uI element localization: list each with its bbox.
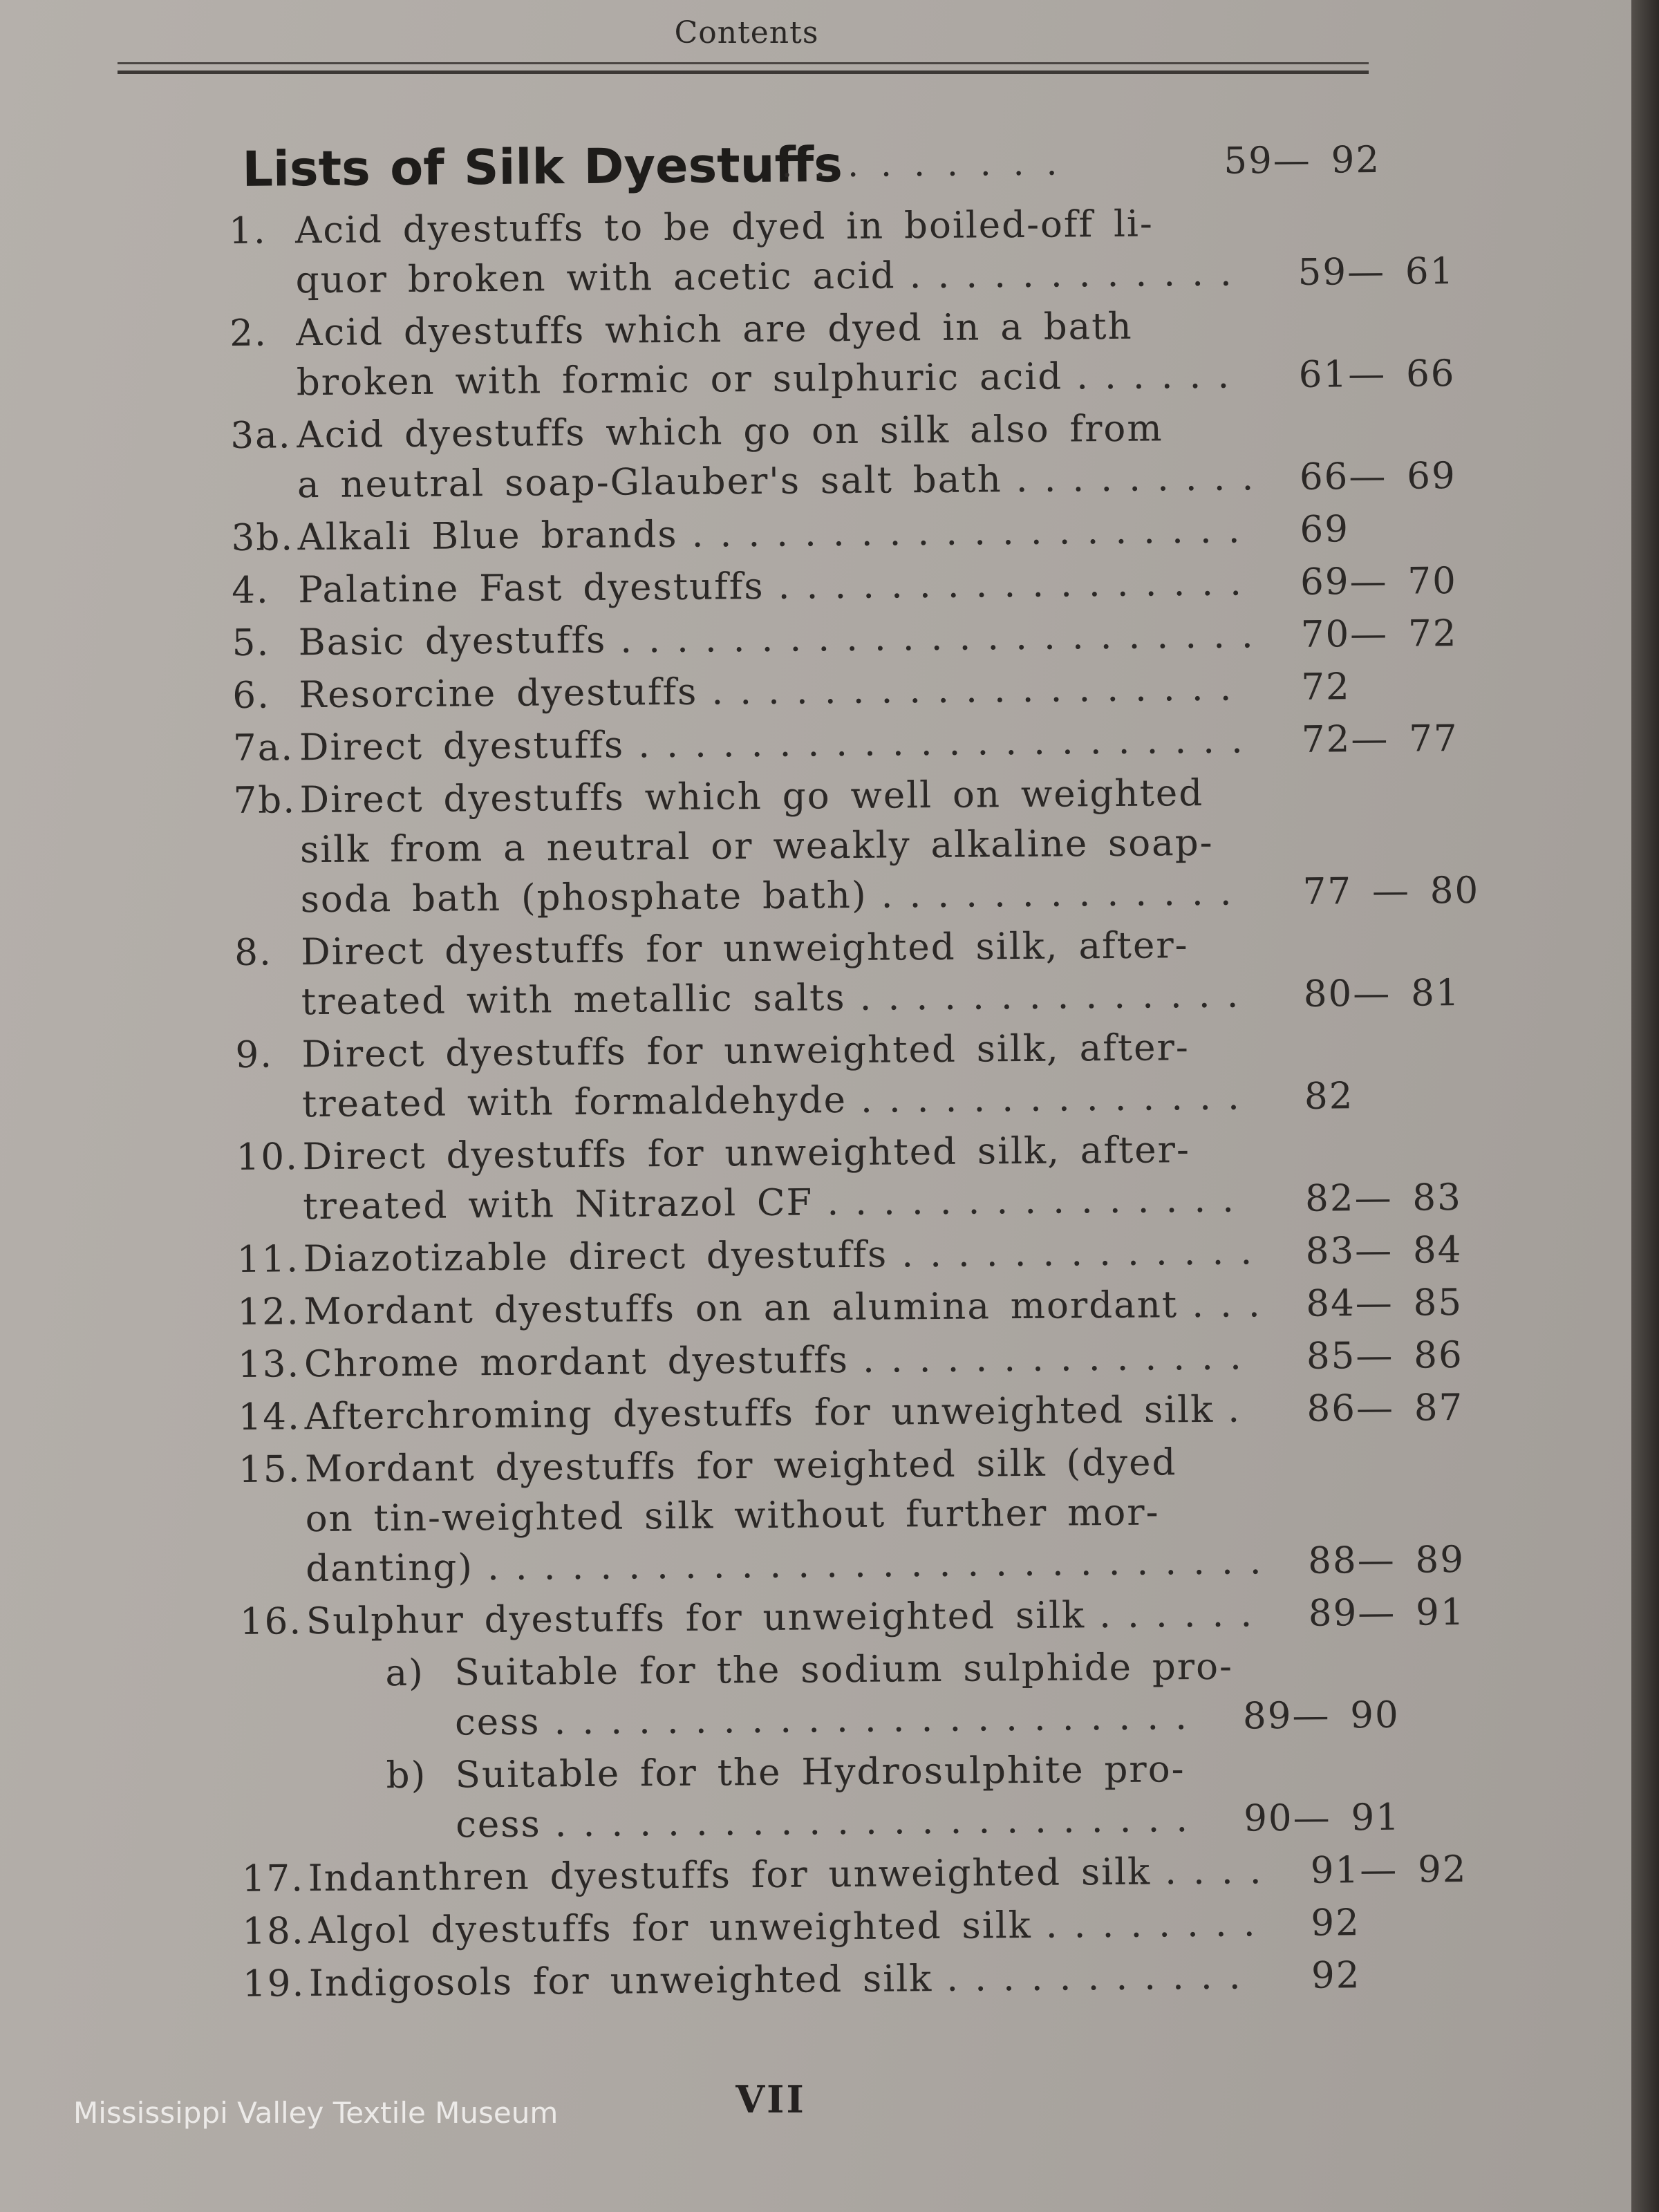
entry-pages: 85— 86 xyxy=(1306,1334,1463,1378)
section-title: Lists of Silk Dyestuffs xyxy=(242,136,843,198)
leader-dots: ............ xyxy=(909,252,1248,297)
entry-pages: 86— 87 xyxy=(1306,1387,1464,1430)
toc-entry xyxy=(230,402,1456,511)
toc-entry xyxy=(231,505,1407,563)
entry-text xyxy=(302,1123,1463,1232)
entry-line xyxy=(301,968,1461,1027)
entry-line xyxy=(308,1845,1468,1904)
entry-line-text: Direct dyestuffs which go well on weighted xyxy=(299,771,1204,822)
entry-pages: 69— 70 xyxy=(1300,560,1458,603)
entry-line-text: Mordant dyestuffs on an alumina mordant xyxy=(303,1284,1179,1333)
entry-line-text: Indigosols for unweighted silk xyxy=(308,1958,933,2005)
toc-entry xyxy=(239,1588,1465,1647)
running-head: Contents xyxy=(674,15,819,50)
entry-line xyxy=(295,198,1416,256)
entry-line xyxy=(455,1691,1423,1748)
leader-dots: . xyxy=(1227,1388,1257,1431)
leader-dots: ...... xyxy=(1098,1593,1269,1637)
entry-line xyxy=(298,610,1458,668)
entry-pages: 72 xyxy=(1301,666,1351,709)
entry-pages: 89— 91 xyxy=(1308,1591,1465,1635)
entry-line-text: Palatine Fast dyestuffs xyxy=(297,565,765,612)
entry-number: 3b. xyxy=(231,516,294,559)
entry-line-text: Direct dyestuffs for unweighted silk, after- xyxy=(301,1027,1190,1076)
entry-number: 13. xyxy=(237,1343,301,1386)
entry-text xyxy=(297,402,1456,511)
entry-line-text: Acid dyestuffs which go on silk also from xyxy=(297,407,1163,457)
leader-dots: ................. xyxy=(778,561,1259,608)
entry-number: 4. xyxy=(231,569,270,612)
entry-line-text: quor broken with acetic acid xyxy=(295,254,896,302)
entry-line-text: Indanthren dyestuffs for unweighted silk xyxy=(308,1850,1152,1900)
entry-line-text: broken with formic or sulphuric acid xyxy=(296,355,1063,404)
entry-number: 15. xyxy=(238,1448,301,1491)
entry-line xyxy=(455,1743,1423,1800)
entry-line-text: cess xyxy=(454,1700,541,1744)
entry-line-text: on tin-weighted silk without further mor- xyxy=(305,1491,1160,1541)
entry-text xyxy=(299,767,1480,925)
entry-text xyxy=(303,1226,1463,1284)
entry-line-text: treated with Nitrazol CF xyxy=(302,1181,814,1228)
leader-dots: .............. xyxy=(862,1335,1259,1381)
entry-text xyxy=(301,1021,1422,1130)
entry-line xyxy=(297,505,1418,563)
toc-entry xyxy=(232,715,1459,774)
entry-pages: 88— 89 xyxy=(1308,1539,1465,1582)
entry-line-text: Afterchroming dyestuffs for unweighted silk xyxy=(304,1388,1215,1438)
entry-line xyxy=(454,1641,1423,1698)
entry-text xyxy=(308,1897,1429,1956)
entry-line xyxy=(297,402,1417,461)
leader-dots: ...... xyxy=(1076,354,1246,398)
entry-line xyxy=(299,767,1420,825)
entry-number: b) xyxy=(386,1754,427,1797)
entry-line xyxy=(302,1071,1423,1130)
entry-line-text: Suitable for the Hydrosulphite pro- xyxy=(455,1748,1185,1797)
entry-line xyxy=(305,1436,1425,1494)
toc-entry xyxy=(228,198,1455,306)
toc-entry xyxy=(235,1022,1411,1130)
entry-number: a) xyxy=(385,1651,425,1695)
entry-number: 17. xyxy=(241,1857,305,1900)
leader-dots: ............. xyxy=(901,1230,1269,1276)
entry-line xyxy=(300,816,1421,875)
page-edge-shadow xyxy=(1631,0,1659,2212)
leader-dots: .... xyxy=(1164,1850,1278,1893)
entry-line xyxy=(309,1950,1430,2009)
leader-dots: ......... xyxy=(781,142,1080,185)
header-rule-bottom xyxy=(118,71,1369,74)
entry-number: 10. xyxy=(236,1136,299,1179)
entry-line xyxy=(301,1021,1422,1080)
entry-list xyxy=(228,198,1480,2009)
entry-text xyxy=(296,300,1456,409)
entry-line xyxy=(301,919,1421,977)
entry-line xyxy=(300,866,1480,925)
entry-text xyxy=(298,610,1458,668)
entry-pages: 80— 81 xyxy=(1303,972,1461,1015)
toc-entry xyxy=(236,1124,1463,1232)
entry-line-text: Suitable for the sodium sulphide pro- xyxy=(454,1645,1234,1694)
entry-pages: 82— 83 xyxy=(1304,1177,1463,1220)
entry-line-text: Algol dyestuffs for unweighted silk xyxy=(308,1904,1033,1953)
entry-line xyxy=(295,247,1455,306)
entry-text xyxy=(304,1436,1465,1594)
entry-text xyxy=(297,557,1458,616)
toc-entry xyxy=(237,1331,1463,1390)
entry-line-text: Basic dyestuffs xyxy=(298,619,607,664)
entry-line-text: soda bath (phosphate bath) xyxy=(300,874,868,921)
toc-entry xyxy=(229,300,1456,409)
entry-pages: 66— 69 xyxy=(1299,455,1456,498)
toc-entry xyxy=(232,610,1458,668)
section-pages: 59— 92 xyxy=(1224,138,1381,182)
entry-text xyxy=(299,662,1419,720)
entry-line xyxy=(297,452,1456,511)
entry-number: 16. xyxy=(239,1600,303,1643)
toc-subentry xyxy=(240,1641,1416,1750)
entry-line-text: Direct dyestuffs for unweighted silk, after- xyxy=(302,1129,1191,1179)
page-number: VII xyxy=(735,2077,806,2121)
entry-text xyxy=(303,1278,1463,1337)
entry-line xyxy=(302,1173,1463,1232)
entry-pages: 59— 61 xyxy=(1297,250,1455,294)
entry-number: 5. xyxy=(232,621,270,664)
entry-number: 3a. xyxy=(230,414,292,457)
leader-dots: ............. xyxy=(881,871,1248,917)
entry-line-text: a neutral soap-Glauber's salt bath xyxy=(297,458,1002,507)
entry-line-text: Chrome mordant dyestuffs xyxy=(303,1339,850,1386)
section-heading xyxy=(228,126,1404,204)
entry-line xyxy=(306,1588,1465,1647)
toc-entry xyxy=(238,1436,1465,1595)
table-of-contents xyxy=(228,126,1480,2009)
entry-pages: 89— 90 xyxy=(1242,1694,1400,1738)
entry-text xyxy=(455,1743,1423,1850)
entry-number: 6. xyxy=(232,674,271,717)
header-rule-top xyxy=(118,62,1369,64)
entry-number: 11. xyxy=(236,1238,300,1281)
entry-line xyxy=(296,300,1416,359)
entry-pages: 83— 84 xyxy=(1305,1229,1463,1273)
entry-line xyxy=(306,1535,1465,1594)
entry-line xyxy=(308,1897,1429,1956)
entry-number: 8. xyxy=(234,931,273,974)
entry-pages: 91— 92 xyxy=(1310,1848,1468,1892)
toc-entry xyxy=(243,1951,1418,2009)
leader-dots: ....................... xyxy=(554,1695,1204,1743)
leader-dots: ....................... xyxy=(620,614,1271,662)
entry-line-text: Sulphur dyestuffs for unweighted silk xyxy=(306,1594,1086,1643)
entry-text xyxy=(304,1383,1464,1442)
leader-dots: ........ xyxy=(1045,1902,1272,1947)
entry-line xyxy=(305,1485,1425,1544)
entry-line-text: Direct dyestuffs for unweighted silk, after- xyxy=(301,924,1189,974)
entry-text xyxy=(294,198,1455,306)
entry-text xyxy=(454,1641,1423,1748)
entry-line xyxy=(303,1278,1463,1337)
entry-number: 9. xyxy=(235,1033,274,1076)
entry-pages: 90— 91 xyxy=(1243,1796,1401,1840)
entry-line-text: Mordant dyestuffs for weighted silk (dyed xyxy=(304,1441,1177,1491)
entry-text xyxy=(297,505,1418,563)
entry-number: 7b. xyxy=(233,779,297,822)
toc-entry xyxy=(232,662,1408,721)
leader-dots: ...................... xyxy=(637,719,1260,767)
leader-dots: ......... xyxy=(1015,456,1271,501)
leader-dots: ... xyxy=(1191,1283,1277,1327)
entry-number: 19. xyxy=(242,1962,306,2005)
entry-line xyxy=(302,1123,1423,1182)
entry-line-text: treated with formaldehyde xyxy=(301,1079,847,1126)
entry-pages: 92 xyxy=(1311,1902,1361,1944)
toc-entry xyxy=(234,919,1461,1028)
entry-number: 12. xyxy=(237,1291,300,1333)
toc-entry xyxy=(242,1898,1418,1957)
entry-pages: 61— 66 xyxy=(1298,353,1456,396)
entry-pages: 84— 85 xyxy=(1306,1282,1463,1325)
entry-line xyxy=(299,662,1419,720)
leader-dots: .............. xyxy=(859,973,1255,1019)
entry-line xyxy=(303,1331,1463,1389)
entry-line xyxy=(299,714,1459,773)
leader-dots: ....................... xyxy=(554,1797,1205,1846)
leader-dots: ............................ xyxy=(487,1540,1278,1589)
toc-entry xyxy=(233,767,1480,926)
entry-line xyxy=(304,1383,1464,1442)
entry-text xyxy=(303,1331,1463,1389)
toc-entry xyxy=(241,1846,1468,1904)
entry-line-text: treated with metallic salts xyxy=(301,977,846,1024)
leader-dots: .............. xyxy=(860,1076,1257,1121)
toc-entry xyxy=(237,1279,1463,1338)
entry-text xyxy=(308,1845,1468,1904)
toc-subentry xyxy=(241,1743,1416,1852)
entry-line-text: Acid dyestuffs to be dyed in boiled-off li- xyxy=(294,203,1154,252)
entry-number: 14. xyxy=(238,1396,301,1438)
entry-pages: 92 xyxy=(1311,1954,1361,1997)
entry-line xyxy=(303,1226,1463,1284)
entry-text xyxy=(306,1588,1465,1647)
entry-number: 7a. xyxy=(232,727,294,769)
entry-number: 18. xyxy=(242,1910,305,1953)
entry-pages: 77 — 80 xyxy=(1302,869,1480,913)
entry-text xyxy=(309,1950,1430,2009)
entry-line xyxy=(297,557,1458,616)
entry-line xyxy=(296,350,1456,409)
entry-pages: 72— 77 xyxy=(1301,718,1459,761)
entry-number: 1. xyxy=(228,209,267,252)
entry-line-text: Direct dyestuffs xyxy=(299,724,625,769)
leader-dots: ........... xyxy=(946,1955,1257,2000)
entry-line-text: danting) xyxy=(306,1546,474,1591)
entry-line-text: Diazotizable direct dyestuffs xyxy=(303,1233,888,1281)
entry-line-text: Resorcine dyestuffs xyxy=(299,671,698,717)
leader-dots: ............... xyxy=(827,1178,1251,1224)
entry-pages: 69 xyxy=(1300,508,1350,551)
leader-dots: .................... xyxy=(691,509,1257,556)
toc-entry xyxy=(231,557,1458,616)
entry-line-text: cess xyxy=(455,1803,541,1846)
entry-text xyxy=(301,919,1461,1027)
entry-pages: 82 xyxy=(1304,1075,1354,1118)
entry-line-text: Alkali Blue brands xyxy=(297,513,678,559)
entry-line-text: silk from a neutral or weakly alkaline soap- xyxy=(299,821,1214,872)
toc-entry xyxy=(238,1384,1464,1443)
entry-line xyxy=(456,1792,1424,1850)
watermark: Mississippi Valley Textile Museum xyxy=(73,2096,559,2130)
leader-dots: ................... xyxy=(711,666,1248,713)
entry-text xyxy=(299,714,1459,773)
entry-pages: 70— 72 xyxy=(1300,612,1458,656)
entry-line-text: Acid dyestuffs which are dyed in a bath xyxy=(296,305,1133,355)
entry-number: 2. xyxy=(229,312,268,355)
toc-entry xyxy=(236,1226,1463,1285)
